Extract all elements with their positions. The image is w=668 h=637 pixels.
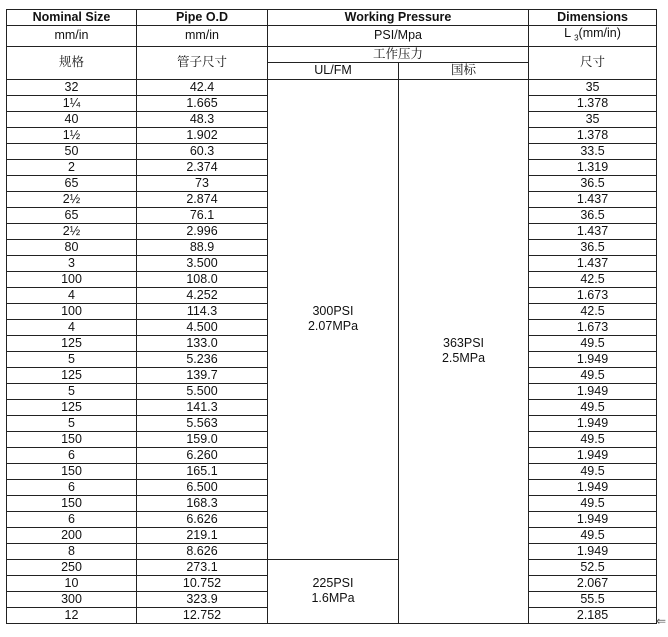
pressure-line: 1.6MPa: [311, 591, 355, 605]
nominal-size-cell: 4: [7, 319, 137, 335]
dimension-cell: 52.5: [529, 559, 657, 575]
dimension-cell: 42.5: [529, 303, 657, 319]
pipe-od-cell: 3.500: [137, 255, 268, 271]
dimension-cell: 1.437: [529, 255, 657, 271]
header-pipe-od: Pipe O.D: [137, 10, 268, 26]
pipe-od-cell: 6.260: [137, 447, 268, 463]
pipe-od-cell: 5.500: [137, 383, 268, 399]
pipe-od-cell: 60.3: [137, 143, 268, 159]
pressure-unit: PSI/Mpa: [268, 26, 529, 47]
pipe-od-cell: 2.996: [137, 223, 268, 239]
dimension-cell: 1.319: [529, 159, 657, 175]
table-row: [7, 79, 657, 95]
nominal-size-cell: 80: [7, 239, 137, 255]
dimension-cell: 1.437: [529, 223, 657, 239]
dimension-cell: 35: [529, 79, 657, 95]
nominal-size-cell: 5: [7, 351, 137, 367]
nominal-size-cell: 65: [7, 207, 137, 223]
pressure-line: 363PSI: [443, 336, 485, 350]
pipe-zh: 管子尺寸: [137, 46, 268, 79]
pipe-od-cell: 323.9: [137, 591, 268, 607]
nominal-size-cell: 6: [7, 511, 137, 527]
nominal-size-cell: 100: [7, 271, 137, 287]
dimension-cell: 49.5: [529, 431, 657, 447]
nominal-size-cell: 250: [7, 559, 137, 575]
dimension-cell: 1.437: [529, 191, 657, 207]
nominal-size-cell: 1¼: [7, 95, 137, 111]
header-nominal-size: Nominal Size: [7, 10, 137, 26]
pipe-od-cell: 76.1: [137, 207, 268, 223]
nominal-size-cell: 2: [7, 159, 137, 175]
dimension-cell: 49.5: [529, 399, 657, 415]
dimension-cell: 49.5: [529, 367, 657, 383]
nominal-size-cell: 65: [7, 175, 137, 191]
pipe-od-cell: 2.374: [137, 159, 268, 175]
pipe-od-cell: 133.0: [137, 335, 268, 351]
pipe-od-cell: 4.500: [137, 319, 268, 335]
pipe-od-cell: 168.3: [137, 495, 268, 511]
table-row: [7, 559, 657, 575]
dim-unit-suffix: (mm/in): [578, 26, 621, 40]
header-ulfm: UL/FM: [268, 63, 399, 80]
nominal-size-cell: 50: [7, 143, 137, 159]
nominal-size-cell: 2½: [7, 191, 137, 207]
nominal-size-cell: 125: [7, 367, 137, 383]
dimension-cell: 49.5: [529, 527, 657, 543]
nominal-size-cell: 150: [7, 463, 137, 479]
pressure-line: 225PSI: [312, 576, 354, 590]
pipe-od-cell: 6.626: [137, 511, 268, 527]
pipe-od-cell: 4.252: [137, 287, 268, 303]
nominal-size-cell: 1½: [7, 127, 137, 143]
dimension-cell: 42.5: [529, 271, 657, 287]
nominal-size-cell: 5: [7, 383, 137, 399]
dim-unit-sub: 3: [574, 33, 579, 43]
pipe-od-cell: 73: [137, 175, 268, 191]
pressure-line: 2.5MPa: [441, 351, 486, 365]
dimension-cell: 36.5: [529, 175, 657, 191]
nominal-size-cell: 4: [7, 287, 137, 303]
pipe-od-cell: 165.1: [137, 463, 268, 479]
pipe-od-cell: 108.0: [137, 271, 268, 287]
nominal-size-cell: 300: [7, 591, 137, 607]
pipe-od-cell: 12.752: [137, 607, 268, 623]
nominal-size-cell: 10: [7, 575, 137, 591]
dimension-cell: 1.949: [529, 383, 657, 399]
dimension-cell: 49.5: [529, 495, 657, 511]
pipe-od-cell: 114.3: [137, 303, 268, 319]
header-row-units: [7, 26, 657, 47]
pressure-line: 300PSI: [312, 304, 354, 318]
pipe-od-cell: 159.0: [137, 431, 268, 447]
pressure-ulfm-300: [268, 79, 399, 559]
header-row-title: [7, 10, 657, 26]
nominal-size-cell: 2½: [7, 223, 137, 239]
dimension-cell: 1.949: [529, 543, 657, 559]
pressure-line: 2.07MPa: [307, 319, 359, 333]
cursor-arrow-icon: ⇐: [655, 614, 666, 628]
nominal-size-cell: 150: [7, 495, 137, 511]
dimension-cell: 49.5: [529, 335, 657, 351]
header-dimensions: Dimensions: [529, 10, 657, 26]
dimension-cell: 1.949: [529, 511, 657, 527]
nominal-size-cell: 32: [7, 79, 137, 95]
dimension-cell: 1.673: [529, 287, 657, 303]
nominal-size-cell: 200: [7, 527, 137, 543]
dimension-cell: 2.185: [529, 607, 657, 623]
nominal-size-cell: 12: [7, 607, 137, 623]
dimension-cell: 1.378: [529, 95, 657, 111]
pipe-od-cell: 8.626: [137, 543, 268, 559]
dimension-cell: 1.378: [529, 127, 657, 143]
dimension-cell: 36.5: [529, 207, 657, 223]
pipe-od-cell: 42.4: [137, 79, 268, 95]
nominal-size-cell: 6: [7, 479, 137, 495]
dimension-cell: 35: [529, 111, 657, 127]
pipe-od-cell: 141.3: [137, 399, 268, 415]
nominal-size-cell: 3: [7, 255, 137, 271]
header-guobiao: 国标: [399, 63, 529, 80]
dimension-cell: 1.673: [529, 319, 657, 335]
pressure-gb: [399, 79, 529, 623]
dim-unit-prefix: L: [564, 26, 571, 40]
dimension-cell: 1.949: [529, 479, 657, 495]
pipe-od-cell: 5.236: [137, 351, 268, 367]
dimension-cell: 33.5: [529, 143, 657, 159]
pipe-od-cell: 5.563: [137, 415, 268, 431]
pipe-od-cell: 219.1: [137, 527, 268, 543]
pipe-od-cell: 88.9: [137, 239, 268, 255]
dimension-cell: 49.5: [529, 463, 657, 479]
nominal-size-cell: 150: [7, 431, 137, 447]
pipe-od-cell: 273.1: [137, 559, 268, 575]
dimension-cell: 1.949: [529, 351, 657, 367]
dimension-cell: 1.949: [529, 415, 657, 431]
nominal-size-cell: 125: [7, 399, 137, 415]
nominal-size-cell: 40: [7, 111, 137, 127]
nominal-size-cell: 100: [7, 303, 137, 319]
pipe-unit: mm/in: [137, 26, 268, 47]
pipe-od-cell: 1.902: [137, 127, 268, 143]
dimension-cell: 36.5: [529, 239, 657, 255]
dimension-cell: 2.067: [529, 575, 657, 591]
pressure-ulfm-225: [268, 559, 399, 623]
dimension-cell: 1.949: [529, 447, 657, 463]
nominal-zh: 规格: [7, 46, 137, 79]
pipe-od-cell: 48.3: [137, 111, 268, 127]
dimension-unit: [529, 26, 657, 47]
header-working-pressure: Working Pressure: [268, 10, 529, 26]
pipe-od-cell: 6.500: [137, 479, 268, 495]
nominal-size-cell: 8: [7, 543, 137, 559]
pipe-od-cell: 139.7: [137, 367, 268, 383]
pipe-od-cell: 2.874: [137, 191, 268, 207]
pipe-od-cell: 1.665: [137, 95, 268, 111]
nominal-size-cell: 125: [7, 335, 137, 351]
dim-zh: 尺寸: [529, 46, 657, 79]
pipe-od-cell: 10.752: [137, 575, 268, 591]
dimension-cell: 55.5: [529, 591, 657, 607]
header-row-zh: [7, 46, 657, 63]
pressure-zh: 工作压力: [268, 46, 529, 63]
nominal-unit: mm/in: [7, 26, 137, 47]
spec-table: [6, 9, 657, 624]
nominal-size-cell: 5: [7, 415, 137, 431]
nominal-size-cell: 6: [7, 447, 137, 463]
